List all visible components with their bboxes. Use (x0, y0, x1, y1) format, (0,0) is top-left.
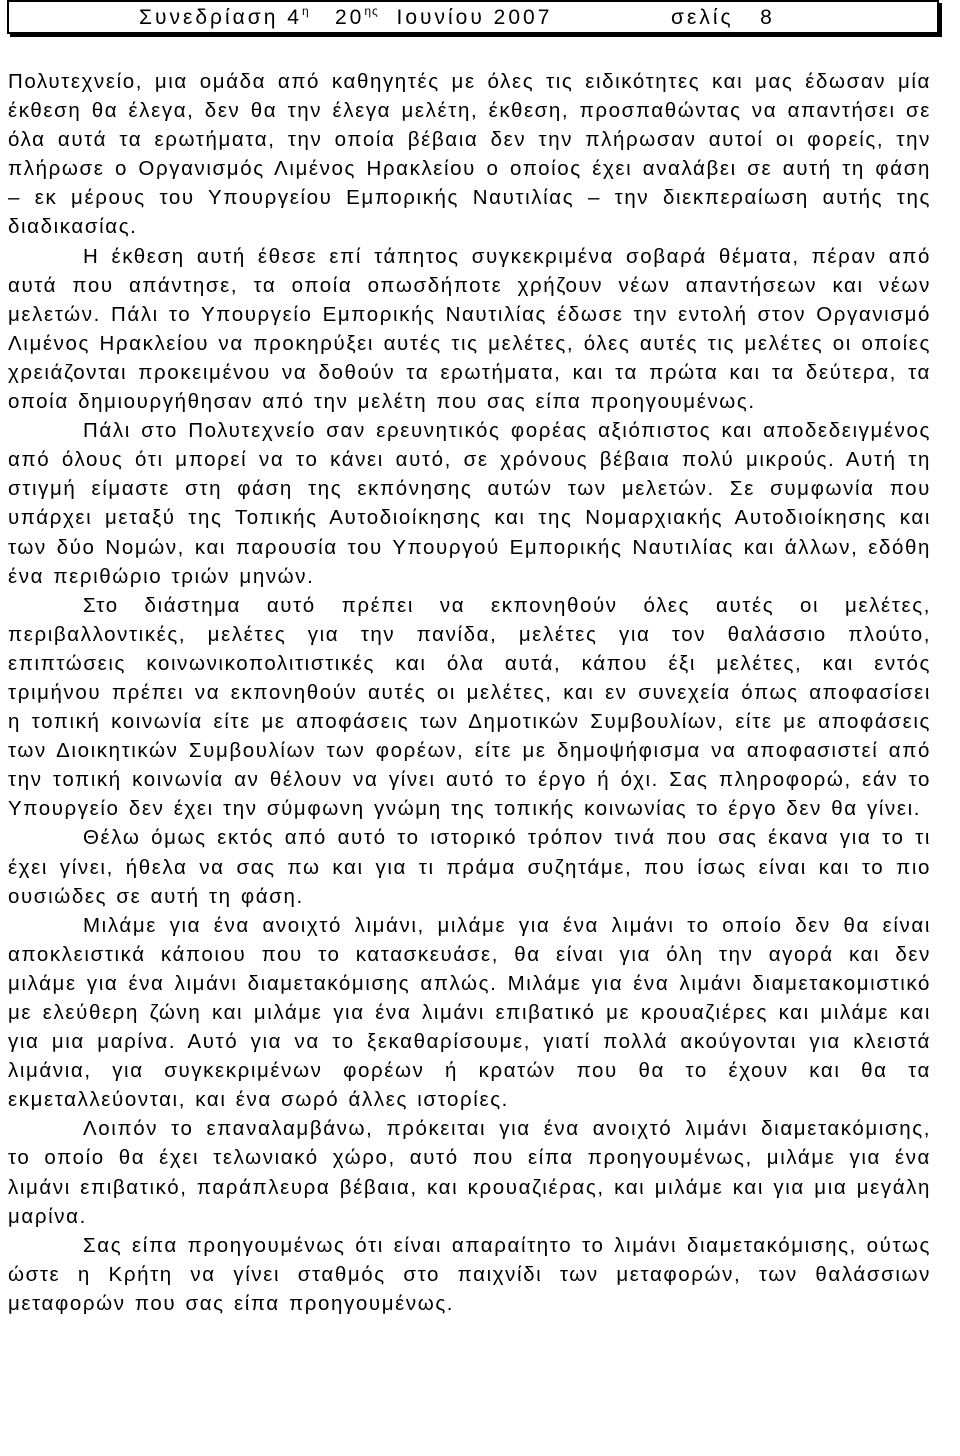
paragraph-2: Η έκθεση αυτή έθεσε επί τάπητος συγκεκριμένα σοβαρά θέματα, πέραν από αυτά που απάντησε, τα οποία οπωσδήποτε χρήζουν νέων απαντήσεων και νέων μελετών. Πάλι το Υπουργείο Εμπορικής Ναυτιλίας έδωσε την εντολή στον Οργανισμό Λιμένος Ηρακλείου να προκηρύξει αυτές τις μελέτες, όλες αυτές τις μελέτες οι οποίες χρειάζονται προκειμένου να δοθούν τα ερωτήματα, και τα πρώτα και τα δεύτερα, τα οποία δημιουργήθησαν από την μελέτη που σας είπα προηγουμένως. (8, 244, 931, 414)
session-ordinal: η (301, 4, 310, 18)
paragraph-8: Σας είπα προηγουμένως ότι είναι απαραίτητο το λιμάνι διαμετακόμισης, ούτως ώστε η Κρήτη να γίνει σταθμός στο παιχνίδι των μεταφορών, των θαλάσσιων μεταφορών που σας είπα προηγουμένως. (8, 1233, 931, 1315)
date-ordinal: ης (364, 4, 379, 18)
paragraph-6: Μιλάμε για ένα ανοιχτό λιμάνι, μιλάμε για ένα λιμάνι το οποίο δεν θα είναι αποκλειστικά κάποιου που το κατασκευάσε, θα είναι για όλη την αγορά και δεν μιλάμε για ένα λιμάνι διαμετακόμισης απλώς. Μιλάμε για ένα λιμάνι διαμετακομιστικό με ελεύθερη ζώνη και μιλάμε για ένα λιμάνι επιβατικό με κρουαζιέρες και μιλάμε και για μια μαρίνα. Αυτό για να το ξεκαθαρίσουμε, γιατί πολλά ακούγονται για κλειστά λιμάνια, για συγκεκριμένων φορέων ή κρατών που θα το έχουν και θα τα εκμεταλλεύονται, και ένα σωρό άλλες ιστορίες. (8, 913, 931, 1112)
page-number: σελίς 8 (671, 6, 775, 29)
session-label: Συνεδρίαση $4^\eta$ (139, 4, 310, 29)
paragraph-3: Πάλι στο Πολυτεχνείο σαν ερευνητικός φορέας αξιόπιστος και αποδεδειγμένος από όλους ότι μπορεί να το κάνει αυτό, σε χρόνους βέβαια πολύ μικρούς. Αυτή τη στιγμή είμαστε στη φάση της εκπόνησης αυτών των μελετών. Σε συμφωνία που υπάρχει μεταξύ της Τοπικής Αυτοδιοίκησης και της Νομαρχιακής Αυτοδιοίκησης και των δύο Νομών, και παρουσία του Υπουργού Εμπορικής Ναυτιλίας και άλλων, εδόθη ένα περιθώριο τριών μηνών. (8, 419, 931, 588)
paragraph-5: Θέλω όμως εκτός από αυτό το ιστορικό τρόπον τινά που σας έκανα για το τι έχει γίνει, ήθελα να σας πω και για τι πράμα συζητάμε, που ίσως είναι και το πιο ουσιώδες σε αυτή τη φάση. (8, 826, 931, 908)
paragraph-1: Πολυτεχνείο, μια ομάδα από καθηγητές με όλες τις ειδικότητες και μας έδωσαν μία έκθεση θα έλεγα, δεν θα την έλεγα μελέτη, έκθεση, προσπαθώντας να απαντήσει σε όλα αυτά τα ερωτήματα, την οποία βέβαια δεν την πλήρωσαν αυτοί οι φορείς, την πλήρωσε ο Οργανισμός Λιμένος Ηρακλείου ο οποίος έχει αναλάβει σε αυτή τη φάση – εκ μέρους του Υπουργείου Εμπορικής Ναυτιλίας – την διεκπεραίωση αυτής της διαδικασίας. (8, 70, 931, 239)
document-body (8, 67, 931, 1318)
paragraph-7: Λοιπόν το επαναλαμβάνω, πρόκειται για ένα ανοιχτό λιμάνι διαμετακόμισης, το οποίο θα έχει τελωνιακό χώρο, αυτό που είπα προηγουμένως, μιλάμε για ένα λιμάνι επιβατικό, παράπλευρα βέβαια, και κρουαζιέρας, και μιλάμε και για μια μεγάλη μαρίνα. (8, 1117, 931, 1228)
session-date: $20^{\eta\varsigma}$ Ιουνίου 2007 (335, 4, 553, 29)
paragraph-4: Στο διάστημα αυτό πρέπει να εκπονηθούν όλες αυτές οι μελέτες, περιβαλλοντικές, μελέτες για την πανίδα, μελέτες για τον θαλάσσιο πλούτο, επιπτώσεις κοινωνικοπολιτιστικές και όλα αυτά, κάπου έξι μελέτες, και εντός τριμήνου πρέπει να εκπονηθούν αυτές οι μελέτες, και εν συνεχεία όπως αποφασίσει η τοπική κοινωνία είτε με αποφάσεις των Δημοτικών Συμβουλίων, είτε με αποφάσεις των Διοικητικών Συμβουλίων των φορέων, είτε με δημοψήφισμα να αποφασιστεί από την τοπική κοινωνία αν θέλουν να γίνει αυτό το έργο ή όχι. Σας πληροφορώ, εάν το Υπουργείο δεν έχει την σύμφωνη γνώμη της τοπικής κοινωνίας το έργο δεν θα γίνει. (8, 593, 931, 821)
page-header (7, 0, 939, 34)
